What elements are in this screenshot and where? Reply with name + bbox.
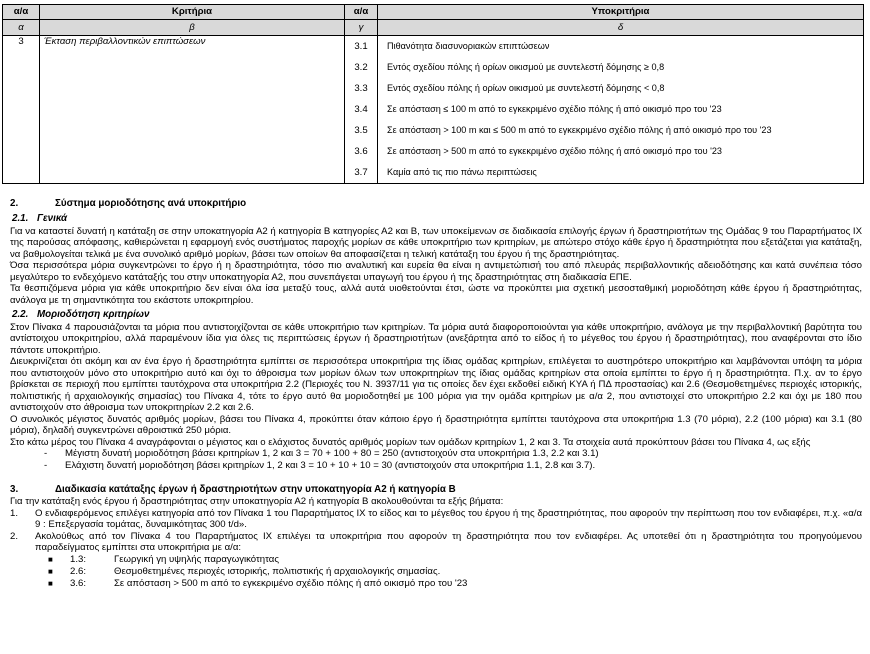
section-title: Διαδικασία κατάταξης έργων ή δραστηριοτήτων στην υποκατηγορία Α2 ή κατηγορία Β	[55, 484, 456, 496]
list-item-text: Ελάχιστη δυνατή μοριοδότηση βάσει κριτηρίων 1, 2 και 3 = 10 + 10 + 10 = 30 (αντιστοιχούν στα υποκριτήρια 1.1, 2.8 και 3.7).	[65, 459, 596, 471]
paragraph: Για την κατάταξη ενός έργου ή δραστηριότητας στην υποκατηγορία Α2 ή κατηγορία Β ακολουθούνται τα εξής βήματα:	[10, 496, 504, 507]
section-3-heading	[10, 484, 862, 496]
step-number: 2.	[10, 530, 19, 542]
subcriterion-text: Εντός σχεδίου πόλης ή ορίων οικισμού με συντελεστή δόμησης < 0,8	[387, 83, 665, 94]
list-item	[10, 508, 862, 531]
subheader-b: β	[40, 20, 345, 36]
subcriterion-number: 3.5	[354, 124, 368, 136]
section-number: 3.	[10, 484, 19, 496]
list-item-text: Θεσμοθετημένες περιοχές ιστορικής, πολιτιστικής ή αρχαιολογικής σημασίας.	[114, 565, 441, 577]
subcriterion-code: 2.6:	[70, 565, 87, 577]
subcriterion-number: 3.1	[354, 40, 368, 52]
square-bullet-icon: ■	[48, 554, 53, 564]
subsection-2-2-heading	[10, 309, 862, 321]
section-title: Σύστημα μοριοδότησης ανά υποκριτήριο	[55, 198, 247, 209]
subheader-c: γ	[345, 20, 378, 36]
header-aa2: α/α	[345, 5, 378, 20]
subcriteria-table	[2, 4, 864, 184]
step-number: 1.	[10, 507, 19, 519]
bullet-mark: -	[44, 448, 48, 460]
criterion-number: 3	[3, 36, 40, 184]
table-header-row	[3, 5, 864, 20]
list-item-text: Γεωργική γη υψηλής παραγωγικότητας	[114, 553, 279, 565]
list-item	[10, 448, 862, 460]
subcriteria-numbers	[345, 36, 378, 184]
list-item-text: Μέγιστη δυνατή μοριοδότηση βάσει κριτηρίων 1, 2 και 3 = 70 + 100 + 80 = 250 (αντιστοιχούν στα υποκριτήρια 1.3, 2.2 και 3.1)	[65, 448, 599, 460]
subsection-number: 2.2.	[12, 309, 29, 320]
section-2-heading	[10, 198, 862, 210]
subcriterion-number: 3.7	[354, 166, 368, 178]
subcriterion-text: Πιθανότητα διασυνοριακών επιπτώσεων	[387, 41, 550, 52]
list-item-text: Ακολούθως από τον Πίνακα 4 του Παραρτήματος ΙΧ επιλέγει τα υποκριτήρια που αφορούν τη δραστηριότητα που τον ενδιαφέρει. Ας υποτεθεί ότι η δραστηριότητα του προηγούμενου παραδείγματος εμπίπτει στα υποκριτήρια με α/α:	[35, 530, 862, 553]
paragraph: Στο κάτω μέρος του Πίνακα 4 αναγράφονται ο μέγιστος και ο ελάχιστος δυνατός αριθμός μορίων των ομάδων κριτηρίων 1, 2 και 3. Τα στοιχεία αυτά προκύπτουν βάσει του Πίνακα 4, ως εξής	[10, 436, 811, 448]
subcriterion-text: Σε απόσταση > 500 m από το εγκεκριμένο σχέδιο πόλης ή από οικισμό προ του '23	[387, 146, 722, 157]
subsection-2-1-heading	[10, 213, 862, 225]
list-item	[10, 531, 862, 554]
paragraph: Όσα περισσότερα μόρια συγκεντρώνει το έργο ή η δραστηριότητα, τόσο πιο αναλυτική και ευρεία θα είναι η αντιμετώπισή του από πλευράς περιβαλλοντικής αδειοδότησης και κατά συνέπεια τόσο μεγαλύτερο το ενδεχόμενο κατάταξής του στην υποκατηγορία Α2, που συνεπάγεται υπαγωγή του έργου ή της δραστηριότητας στη διαδικασία ΕΠΕ.	[10, 260, 862, 283]
subcriterion-number: 3.2	[354, 61, 368, 73]
section-number: 2.	[10, 198, 19, 209]
list-item	[10, 578, 862, 590]
header-subcriteria: Υποκριτήρια	[378, 5, 864, 20]
table-row	[3, 36, 864, 184]
square-bullet-icon: ■	[48, 566, 53, 576]
subcriterion-code: 3.6:	[70, 577, 87, 589]
list-item-text: Σε απόσταση > 500 m από το εγκεκριμένο σχέδιο πόλης ή από οικισμό προ του '23	[114, 577, 468, 589]
header-aa: α/α	[3, 5, 40, 20]
subheader-d: δ	[378, 20, 864, 36]
subcriteria-texts	[378, 36, 864, 184]
table-subheader-row	[3, 20, 864, 36]
paragraph: Για να καταστεί δυνατή η κατάταξη σε στην υποκατηγορία Α2 ή κατηγορία Β κατηγορίες Α2 και Β, των υποκείμενων σε διαδικασία επιλογής έργων ή δραστηριοτήτων της Ομάδας 9 του Παραρτήματος ΙΧ της παρούσας απόφασης, καθιερώνεται η εφαρμογή ενός συστήματος παροχής μορίων σε κάθε υποκριτήριο των κριτηρίων, με απώτερο στόχο κάθε έργο ή δραστηριότητα που εξετάζεται για κατάταξη, να βαθμολογείται τελικά με ένα συνολικό αριθμό μορίων, βάσει των οποίων θα αποφασίζεται η τελική κατάταξη του έργου ή της δραστηριότητας.	[10, 225, 862, 260]
subcriterion-number: 3.3	[354, 82, 368, 94]
subsection-title: Γενικά	[37, 212, 68, 224]
subcriterion-number: 3.6	[354, 145, 368, 157]
document-body	[10, 198, 862, 590]
subcriterion-code: 1.3:	[70, 553, 87, 565]
paragraph: Διευκρινίζεται ότι ακόμη και αν ένα έργο ή δραστηριότητα εμπίπτει σε περισσότερα υποκριτήρια της ίδιας ομάδας κριτηρίων, επιλέγεται το αυστηρότερο υποκριτήριο και λαμβάνονται υπόψη τα μόρια που αντιστοιχούν μόνο στο υποκριτήριο αυτό και όχι το άθροισμα των μορίων όλων των υποκριτηρίων της ίδιας ομάδας κριτηρίων στα οποία εμπίπτει το έργο ή η δραστηριότητα. Π.χ. αν το έργο βρίσκεται σε περιοχή που εμπίπτει ταυτόχρονα στα υποκριτήρια 2.2 (Περιοχές του Ν. 3937/11 για τις οποίες δεν έχει εκδοθεί ειδική ΚΥΑ ή ΠΔ προστασίας) και 2.6 (Θεσμοθετημένες περιοχές ιστορικής, πολιτιστικής ή αρχαιολογικής σημασίας) του Πίνακα 4, τότε το έργο αυτό θα μοριοδοτηθεί με 100 μόρια για την ομάδα κριτηρίων με α/α 2, που αντιστοιχεί στο υποκριτήριο 2.2 και όχι με 180 που αντιστοιχούν στο άθροισμα των υποκριτηρίων 2.2 και 2.6.	[10, 356, 862, 414]
subcriterion-text: Καμία από τις πιο πάνω περιπτώσεις	[387, 167, 537, 178]
subcriterion-number: 3.4	[354, 103, 368, 115]
header-criteria: Κριτήρια	[40, 5, 345, 20]
paragraph: Στον Πίνακα 4 παρουσιάζονται τα μόρια που αντιστοιχίζονται σε κάθε υποκριτήριο των κριτηρίων. Τα μόρια αυτά διαφοροποιούνται για κάθε υποκριτήριο, ανάλογα με την περιβαλλοντική βαρύτητα του αντίστοιχου υποκριτηρίου, αλλά παραμένουν ίδια για όλες τις περιπτώσεις έργων ή δραστηριοτήτων (ανεξάρτητα από το είδος ή το μέγεθος του έργου ή δραστηριότητας), που αναφέρονται στο ίδιο πάντοτε υποκριτήριο.	[10, 321, 862, 356]
paragraph: Ο συνολικός μέγιστος δυνατός αριθμός μορίων, βάσει του Πίνακα 4, προκύπτει όταν κάποιο έργο ή δραστηριότητα εμπίπτει ταυτόχρονα στα υποκριτήρια 1.3 (70 μόρια), 2.2 (100 μόρια) και 3.1 (80 μόρια), δηλαδή συγκεντρώνει αθροιστικά 250 μόρια.	[10, 413, 862, 437]
subcriterion-text: Σε απόσταση > 100 m και ≤ 500 m από το εγκεκριμένο σχέδιο πόλης ή από οικισμό προ του '23	[387, 125, 772, 136]
subsection-number: 2.1.	[12, 212, 29, 224]
paragraph: Τα θεσπιζόμενα μόρια για κάθε υποκριτήριο δεν είναι όλα ίσα μεταξύ τους, αλλά αυτά υιοθετούνται έτσι, ώστε να προκύπτει μια σχετική μεσοσταθμική μοριοδότηση κάθε έργου ή δραστηριότητας, ανάλογα με τη σημαντικότητα του εκάστοτε υποκριτηρίου.	[10, 283, 862, 306]
subcriterion-text: Εντός σχεδίου πόλης ή ορίων οικισμού με συντελεστή δόμησης ≥ 0,8	[387, 62, 665, 73]
list-item	[10, 566, 862, 578]
bullet-mark: -	[44, 459, 48, 471]
criterion-name: Έκταση περιβαλλοντικών επιπτώσεων	[40, 36, 345, 184]
list-item	[10, 460, 862, 472]
subcriterion-text: Σε απόσταση ≤ 100 m από το εγκεκριμένο σχέδιο πόλης ή από οικισμό προ του '23	[387, 104, 722, 115]
subheader-a: α	[3, 20, 40, 36]
square-bullet-icon: ■	[48, 578, 53, 588]
list-item-text: Ο ενδιαφερόμενος επιλέγει κατηγορία από τον Πίνακα 1 του Παραρτήματος ΙΧ το είδος και το μέγεθος του έργου ή της δραστηριότητας, που αφορούν την περίπτωση που τον ενδιαφέρει, π.χ. «α/α 9 : Επεξεργασία τομάτας, δυναμικότητας 300 t/d».	[35, 507, 862, 530]
list-item	[10, 554, 862, 566]
subsection-title: Μοριοδότηση κριτηρίων	[37, 309, 150, 320]
